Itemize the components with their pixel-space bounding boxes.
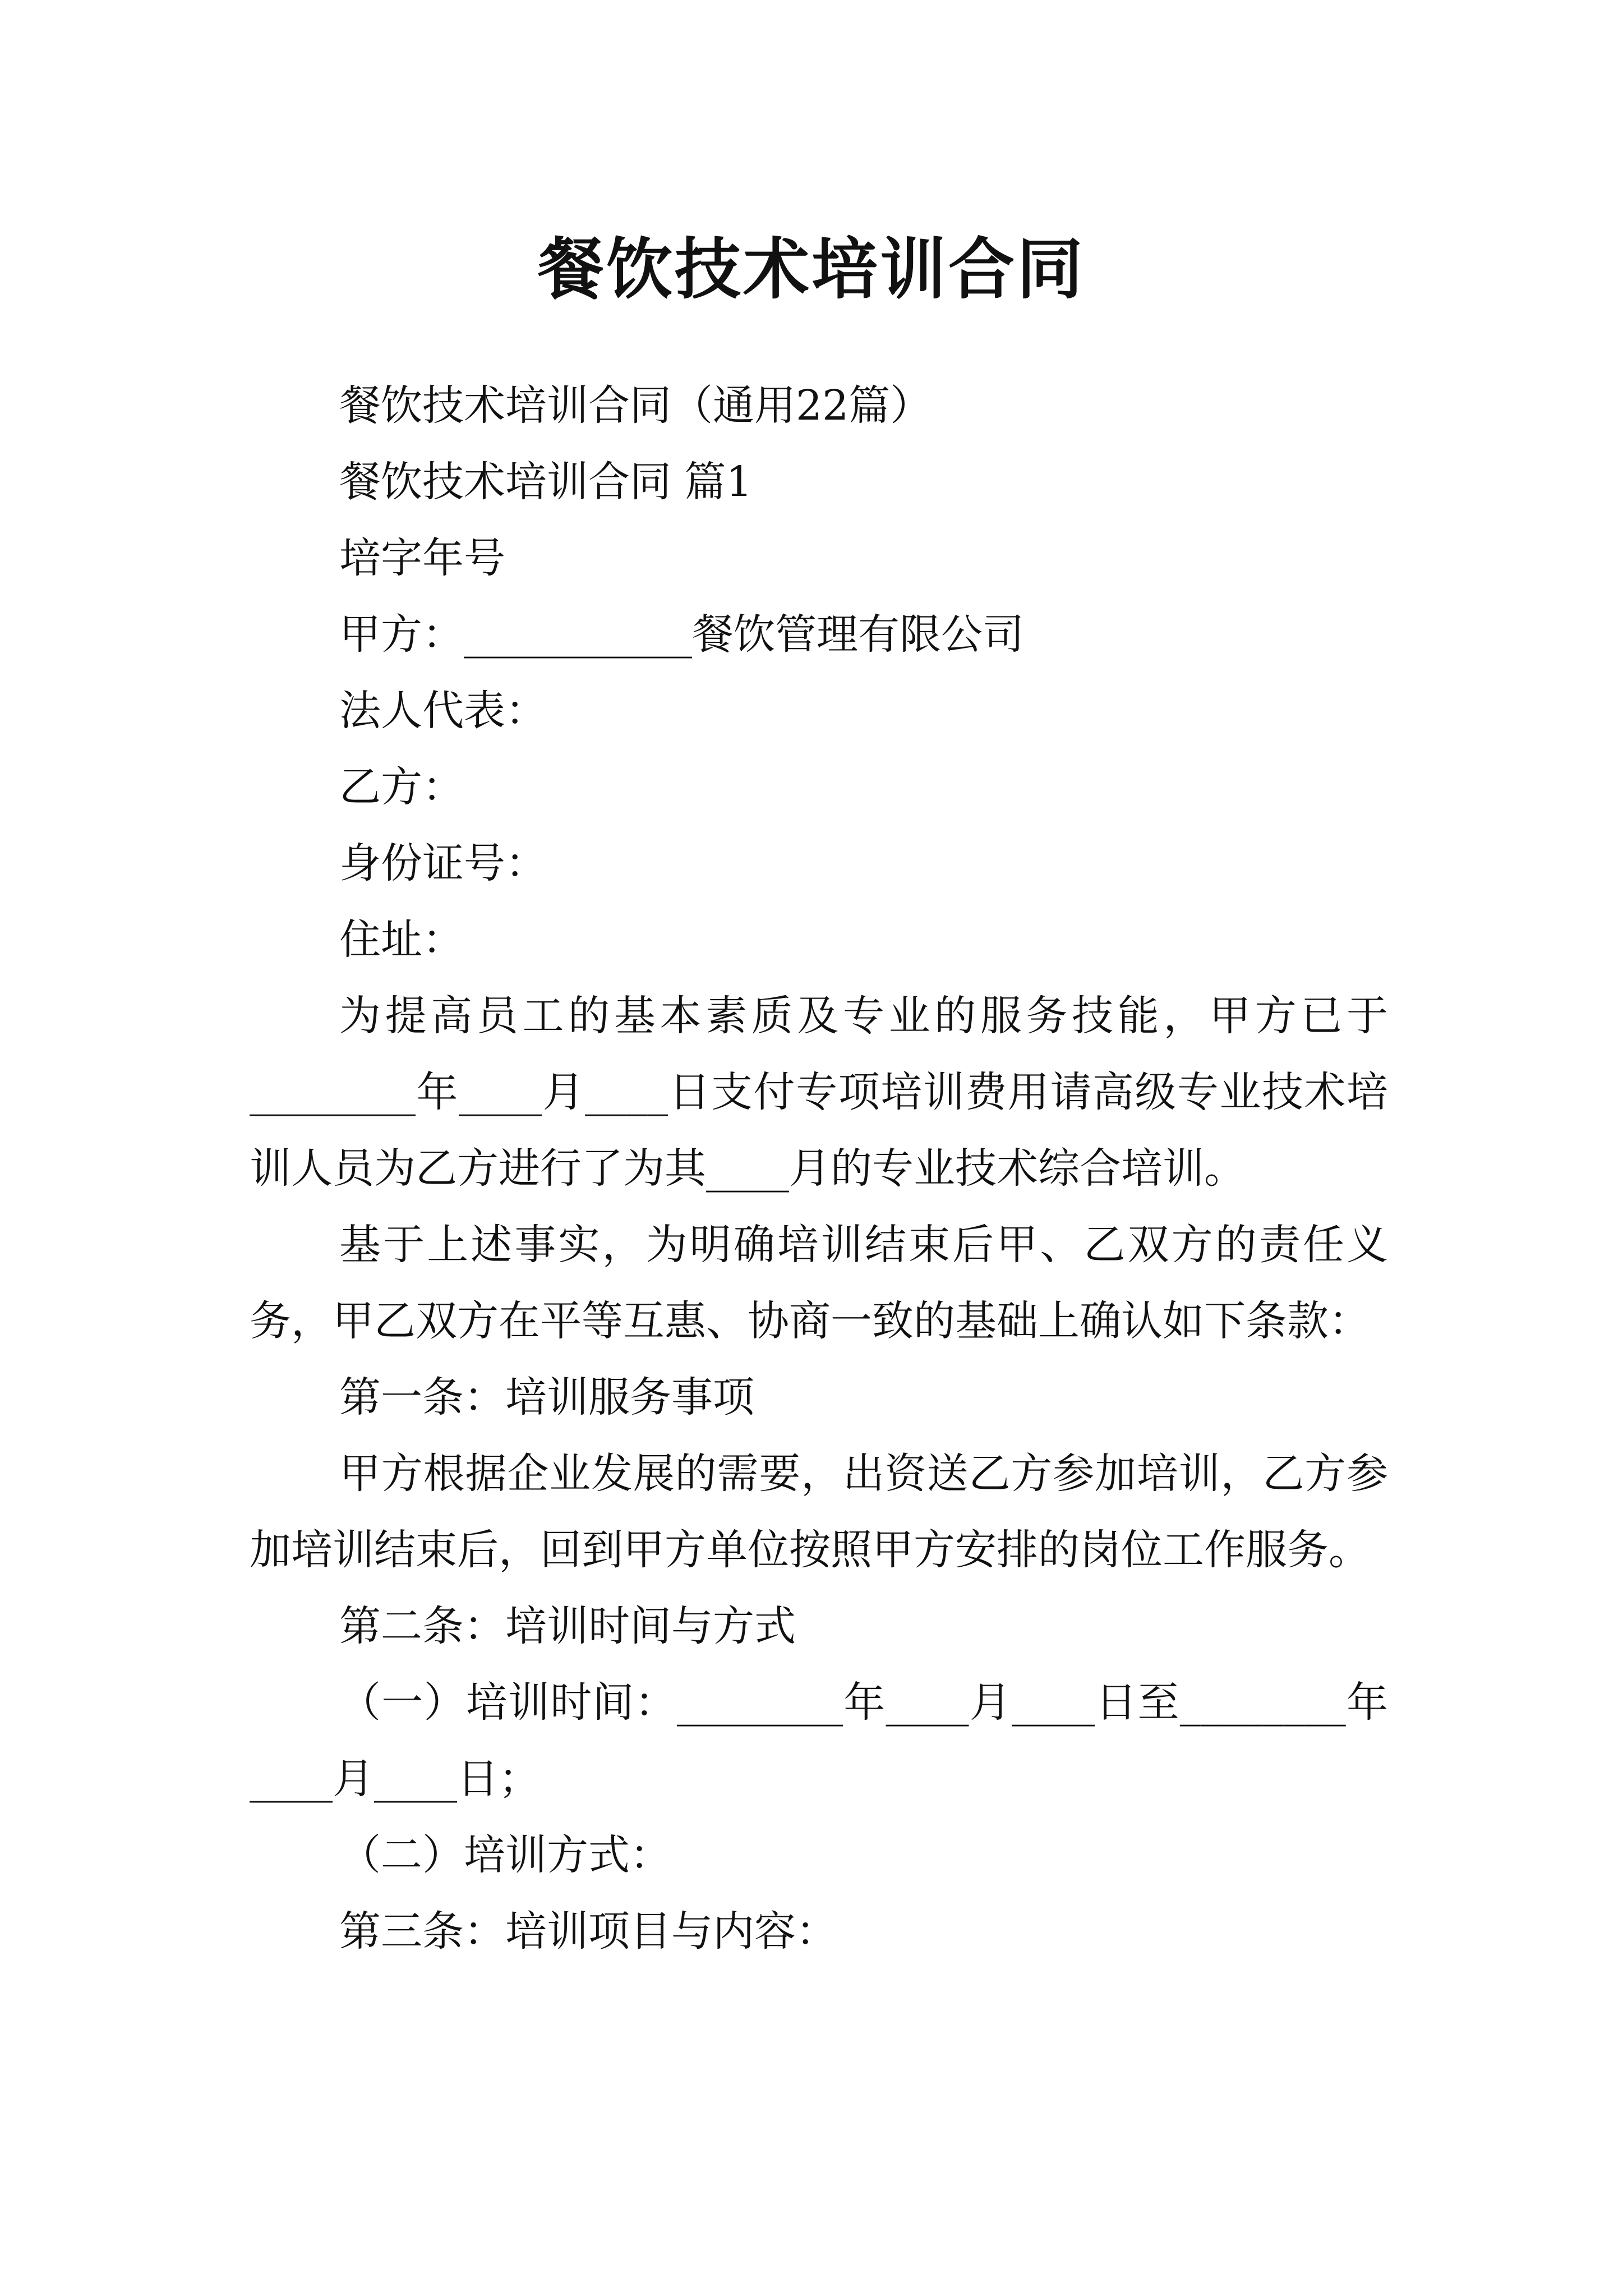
paragraph-15: （二）培训方式： (339, 1831, 671, 1879)
paragraph-4: 甲方：___________餐饮管理有限公司 (339, 610, 1024, 659)
paragraph-16: 第三条：培训项目与内容： (339, 1907, 837, 1955)
paragraph-1: 餐饮技术培训合同（通用22篇） (339, 381, 932, 430)
paragraph-12: 甲方根据企业发展的需要，出资送乙方参加培训，乙方参加培训结束后，回到甲方单位按照甲方安排的岗位工作服务。 (250, 1450, 1388, 1574)
paragraph-2: 餐饮技术培训合同 篇1 (339, 458, 753, 506)
paragraph-13: 第二条：培训时间与方式 (339, 1602, 796, 1650)
paragraph-6: 乙方： (339, 763, 464, 811)
document-body (250, 367, 1388, 1970)
paragraph-14: （一）培训时间：________年____月____日至________年____月____日； (250, 1678, 1388, 1803)
document-title: 餐饮技术培训合同 (537, 230, 1085, 309)
paragraph-10: 基于上述事实，为明确培训结束后甲、乙双方的责任义务，甲乙双方在平等互惠、协商一致的基础上确认如下条款： (250, 1221, 1388, 1345)
paragraph-3: 培字年号 (339, 534, 505, 582)
paragraph-8: 住址： (339, 915, 464, 964)
paragraph-7: 身份证号： (339, 839, 547, 887)
paragraph-9: 为提高员工的基本素质及专业的服务技能，甲方已于________年____月____日支付专项培训费用请高级专业技术培训人员为乙方进行了为其____月的专业技术综合培训。 (250, 992, 1388, 1193)
paragraph-5: 法人代表： (339, 687, 547, 735)
paragraph-11: 第一条：培训服务事项 (339, 1373, 754, 1421)
